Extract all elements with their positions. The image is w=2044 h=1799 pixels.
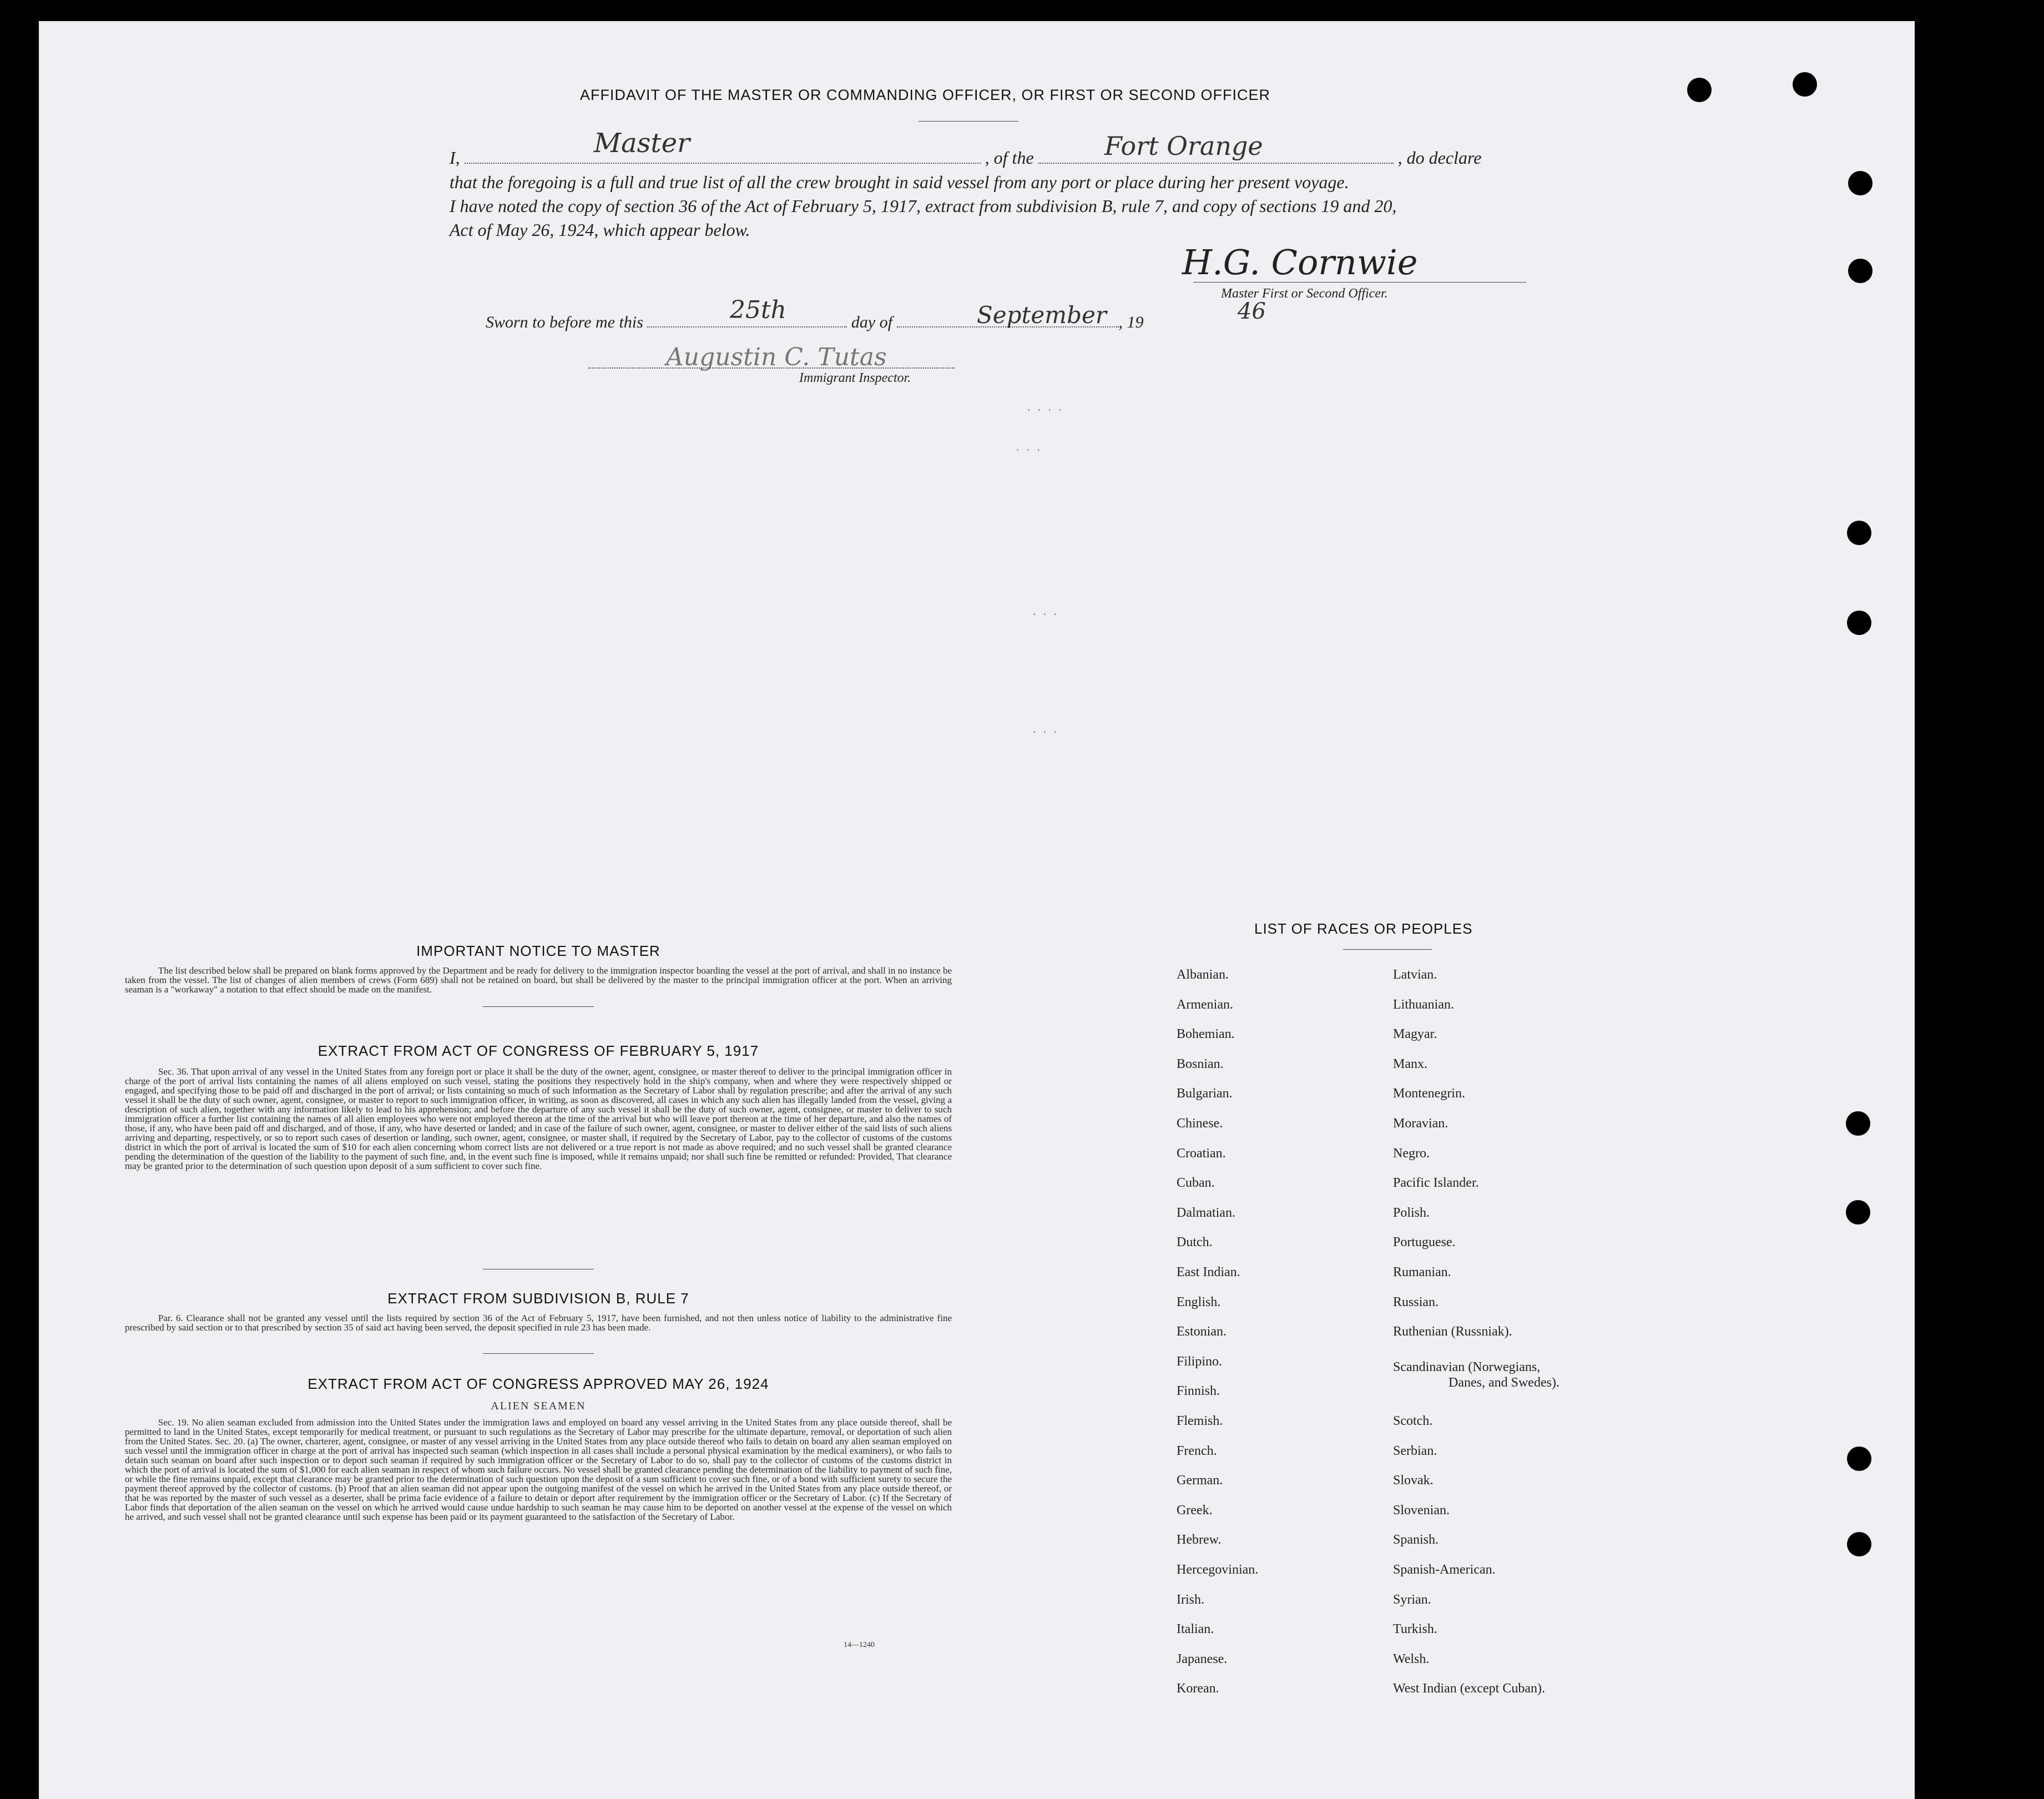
races-title-rule	[1343, 949, 1432, 950]
race-item: Armenian.	[1177, 997, 1233, 1012]
race-item: Hebrew.	[1177, 1533, 1222, 1548]
document-page	[39, 21, 1915, 1799]
race-item: German.	[1177, 1473, 1223, 1488]
race-item: Ruthenian (Russniak).	[1393, 1324, 1512, 1339]
race-item: Latvian.	[1393, 967, 1437, 982]
master-name-handwritten: Master	[594, 128, 690, 159]
race-item: Manx.	[1393, 1056, 1427, 1071]
punch-hole	[1847, 1447, 1871, 1471]
race-item: Syrian.	[1393, 1592, 1431, 1607]
declaration-line-4: Act of May 26, 1924, which appear below.	[450, 220, 750, 240]
extract2-text: Par. 6. Clearance shall not be granted any vessel until the lists required by section 36 of the Act of February 5, 1917, have been furnished, and not then unless notice of liability to the administrative fine prescribed by said section or to that prescribed by section 35 of said act having been served, the deposit specified in rule 23 has been made.	[125, 1313, 952, 1333]
line1-prefix: I,	[450, 148, 460, 168]
notice-text: The list described below shall be prepared on blank forms approved by the Department and be ready for delivery to the immigration inspector boarding the vessel at the port of arrival, and shall in no instance be taken from the vessel. The list of changes of alien members of crews (Form 689) shall not be retained on board, but shall be delivered by the master to the principal immigration officer at the port. When an arriving seaman is a "workaway" a notation to that effect should be made on the manifest.	[125, 965, 952, 995]
sworn-month-handwritten: September	[977, 301, 1107, 329]
race-item: Finnish.	[1177, 1384, 1220, 1399]
line1-mid: , of the	[985, 148, 1034, 168]
extract3-subtitle: ALIEN SEAMEN	[491, 1400, 586, 1412]
race-item: Scotch.	[1393, 1414, 1433, 1428]
race-item: Spanish.	[1393, 1533, 1439, 1548]
race-item: Bosnian.	[1177, 1056, 1224, 1071]
race-item: Greek.	[1177, 1503, 1213, 1518]
section-divider	[483, 1353, 594, 1354]
affidavit-title: AFFIDAVIT OF THE MASTER OR COMMANDING OFFICER, OR FIRST OR SECOND OFFICER	[580, 87, 1271, 103]
extract1-text: Sec. 36. That upon arrival of any vessel in the United States from any foreign port or place it shall be the duty of the owner, agent, consignee, or master thereof to deliver to the principal immigration officer in charge of the port of arrival lists containing the names of all aliens employed on such vessel, stating the positions they respectively hold in the ship's company, when and where they were respectively shipped or engaged, and specifying those to be paid off and discharged in the port of arrival; or lists containing so much of such information as the Secretary of Labor shall by regulation prescribe; and after the arrival of any such vessel it shall be the duty of such owner, agent, consignee, or master to report to such immigration officer, in writing, as soon as discovered, all cases in which any such alien has illegally landed from the vessel, giving a description of such alien, together with any information likely to lead to his apprehension; and before the departure of any such vessel it shall be the duty of such owner, agent, consignee, or master to deliver to such immigration officer a further list containing the names of all alien employees who were not employed thereon at the time of the arrival but who will leave port thereon at the time of her departure, and also the names of those, if any, who have been paid off and discharged, and of those, if any, who have deserted or landed; and in case of the failure of such owner, agent, consignee, or master to deliver either of the said lists of such aliens arriving and departing, respectively, or so to report such cases of desertion or landing, such owner, agent, consignee, or master shall, if required by the Secretary of Labor, pay to the collector of customs of the customs district in which the port of arrival is located the sum of $10 for each alien concerning whom correct lists are not delivered or a true report is not made as above required; and no such vessel shall be granted clearance pending the determination of the question of the liability to the payment of such fine, and, in the event such fine is imposed, while it remains unpaid; nor shall such fine be remitted or refunded: Provided, That clearance may be granted prior to the determination of such question upon deposit of a sum sufficient to cover such fine.	[125, 1066, 952, 1171]
race-item: Turkish.	[1393, 1622, 1437, 1637]
race-item: Albanian.	[1177, 967, 1229, 982]
sworn-day-handwritten: 25th	[730, 296, 787, 324]
race-item: West Indian (except Cuban).	[1393, 1681, 1545, 1696]
race-item: Bohemian.	[1177, 1027, 1235, 1042]
races-title: LIST OF RACES OR PEOPLES	[1254, 920, 1473, 937]
master-name-field	[465, 146, 981, 164]
race-item: Magyar.	[1393, 1027, 1437, 1042]
race-item: Negro.	[1393, 1146, 1430, 1161]
race-item: Chinese.	[1177, 1116, 1223, 1131]
extract3-text: Sec. 19. No alien seaman excluded from admission into the United States under the immigration laws and employed on board any vessel arriving in the United States from any place outside thereof, shall be permitted to land in the United States, except temporarily for medical treatment, or pursuant to such regulations as the Secretary of Labor may prescribe for the ultimate departure, removal, or deportation of such alien from the United States. Sec. 20. (a) The owner, charterer, agent, consignee, or master of any vessel arriving in the United States from any place outside thereof who fails to detain on board any alien seaman employed on such vessel until the immigration officer in charge at the port of arrival has inspected such seaman (which inspection in all cases shall include a personal physical examination by the medical examiners), or who fails to detain such seaman on board after such inspection or to deport such seaman if required by such immigration officer or the Secretary of Labor to do so, shall pay to the collector of customs of the customs district in which the port of arrival is located the sum of $1,000 for each alien seaman in respect of whom such failure occurs. No vessel shall be granted clearance pending the determination of the liability to payment of such fine, or while the fine remains unpaid, except that clearance may be granted prior to the determination of such question upon the deposit of a sum sufficient to cover such fine, or of a bond with sufficient surety to secure the payment thereof approved by the collector of customs. (b) Proof that an alien seaman did not appear upon the outgoing manifest of the vessel on which he arrived in the United States from any place outside thereof, or that he was reported by the master of such vessel as a deserter, shall be prima facie evidence of a failure to detain or deport after requirement by the immigration officer or the Secretary of Labor. (c) If the Secretary of Labor finds that deportation of the alien seaman on the vessel on which he arrived would cause undue hardship to such seaman he may cause him to be deported on another vessel at the expense of the vessel on which he arrived, and such vessel shall not be granted clearance until such expense has been paid or its payment guaranteed to the satisfaction of the Secretary of Labor.	[125, 1417, 952, 1522]
race-item: Russian.	[1393, 1294, 1439, 1309]
punch-hole	[1793, 72, 1817, 97]
race-item: Danes, and Swedes).	[1449, 1375, 1560, 1390]
race-item: Pacific Islander.	[1393, 1176, 1479, 1191]
extract1-title: EXTRACT FROM ACT OF CONGRESS OF FEBRUARY 5, 1917	[317, 1042, 759, 1059]
signature-line	[1193, 282, 1526, 283]
race-item: Irish.	[1177, 1592, 1204, 1607]
punch-hole	[1687, 78, 1712, 102]
race-item: Scandinavian (Norwegians,	[1393, 1359, 1541, 1374]
race-item: East Indian.	[1177, 1265, 1240, 1279]
sworn-year-prefix: , 19	[1118, 313, 1144, 331]
declaration-line-2: that the foregoing is a full and true list of all the crew brought in said vessel from any port or place during her present voyage.	[450, 172, 1349, 192]
line1-suffix: , do declare	[1397, 148, 1482, 168]
punch-hole	[1846, 1111, 1870, 1136]
sworn-prefix: Sworn to before me this	[486, 313, 643, 331]
race-item: Slovak.	[1393, 1473, 1434, 1488]
bleed-through-marks: · · · ·	[1027, 403, 1064, 417]
race-item: Serbian.	[1393, 1443, 1437, 1458]
race-item: Japanese.	[1177, 1651, 1228, 1666]
master-signature: H.G. Cornwie	[1182, 242, 1418, 283]
punch-hole	[1847, 1532, 1871, 1556]
bleed-through-marks: · · ·	[1032, 725, 1059, 739]
race-item: Flemish.	[1177, 1414, 1223, 1428]
race-item: Welsh.	[1393, 1651, 1430, 1666]
race-item: Portuguese.	[1393, 1235, 1456, 1250]
race-item: Cuban.	[1177, 1176, 1215, 1191]
bleed-through-marks: · · ·	[1016, 443, 1042, 457]
race-item: Slovenian.	[1393, 1503, 1450, 1518]
punch-hole	[1847, 521, 1871, 545]
race-item: Estonian.	[1177, 1324, 1227, 1339]
race-item: Italian.	[1177, 1622, 1214, 1637]
punch-hole	[1848, 171, 1873, 195]
race-item: Polish.	[1393, 1205, 1430, 1220]
notice-title: IMPORTANT NOTICE TO MASTER	[416, 943, 660, 959]
bleed-through-marks: · · ·	[1032, 607, 1059, 621]
race-item: Rumanian.	[1393, 1265, 1451, 1279]
race-item: Lithuanian.	[1393, 997, 1454, 1012]
vessel-name-handwritten: Fort Orange	[1104, 131, 1263, 161]
punch-hole	[1848, 259, 1873, 283]
inspector-caption: Immigrant Inspector.	[799, 371, 911, 385]
race-item: English.	[1177, 1294, 1221, 1309]
race-item: Korean.	[1177, 1681, 1219, 1696]
section-divider	[483, 1006, 594, 1007]
punch-hole	[1847, 611, 1871, 635]
extract3-title: EXTRACT FROM ACT OF CONGRESS APPROVED MAY 26, 1924	[307, 1375, 769, 1392]
race-item: Moravian.	[1393, 1116, 1449, 1131]
race-item: Bulgarian.	[1177, 1086, 1233, 1101]
signature-caption: Master First or Second Officer.	[1221, 286, 1388, 301]
race-item: Spanish-American.	[1393, 1563, 1496, 1577]
race-item: French.	[1177, 1443, 1217, 1458]
race-item: Montenegrin.	[1393, 1086, 1465, 1101]
race-item: Dutch.	[1177, 1235, 1213, 1250]
extract2-title: EXTRACT FROM SUBDIVISION B, RULE 7	[387, 1290, 689, 1307]
declaration-line-3: I have noted the copy of section 36 of the Act of February 5, 1917, extract from subdivision B, rule 7, and copy of sections 19 and 20,	[450, 196, 1397, 216]
inspector-signature: Augustin C. Tutas	[666, 343, 887, 371]
inspector-line	[588, 367, 955, 369]
sworn-mid: day of	[851, 313, 893, 331]
race-item: Dalmatian.	[1177, 1205, 1235, 1220]
sworn-year-handwritten: 46	[1238, 299, 1266, 324]
form-number: 14—1240	[844, 1641, 875, 1649]
race-item: Croatian.	[1177, 1146, 1226, 1161]
title-rule	[918, 121, 1018, 122]
race-item: Filipino.	[1177, 1354, 1223, 1369]
punch-hole	[1846, 1200, 1870, 1224]
race-item: Hercegovinian.	[1177, 1563, 1259, 1577]
